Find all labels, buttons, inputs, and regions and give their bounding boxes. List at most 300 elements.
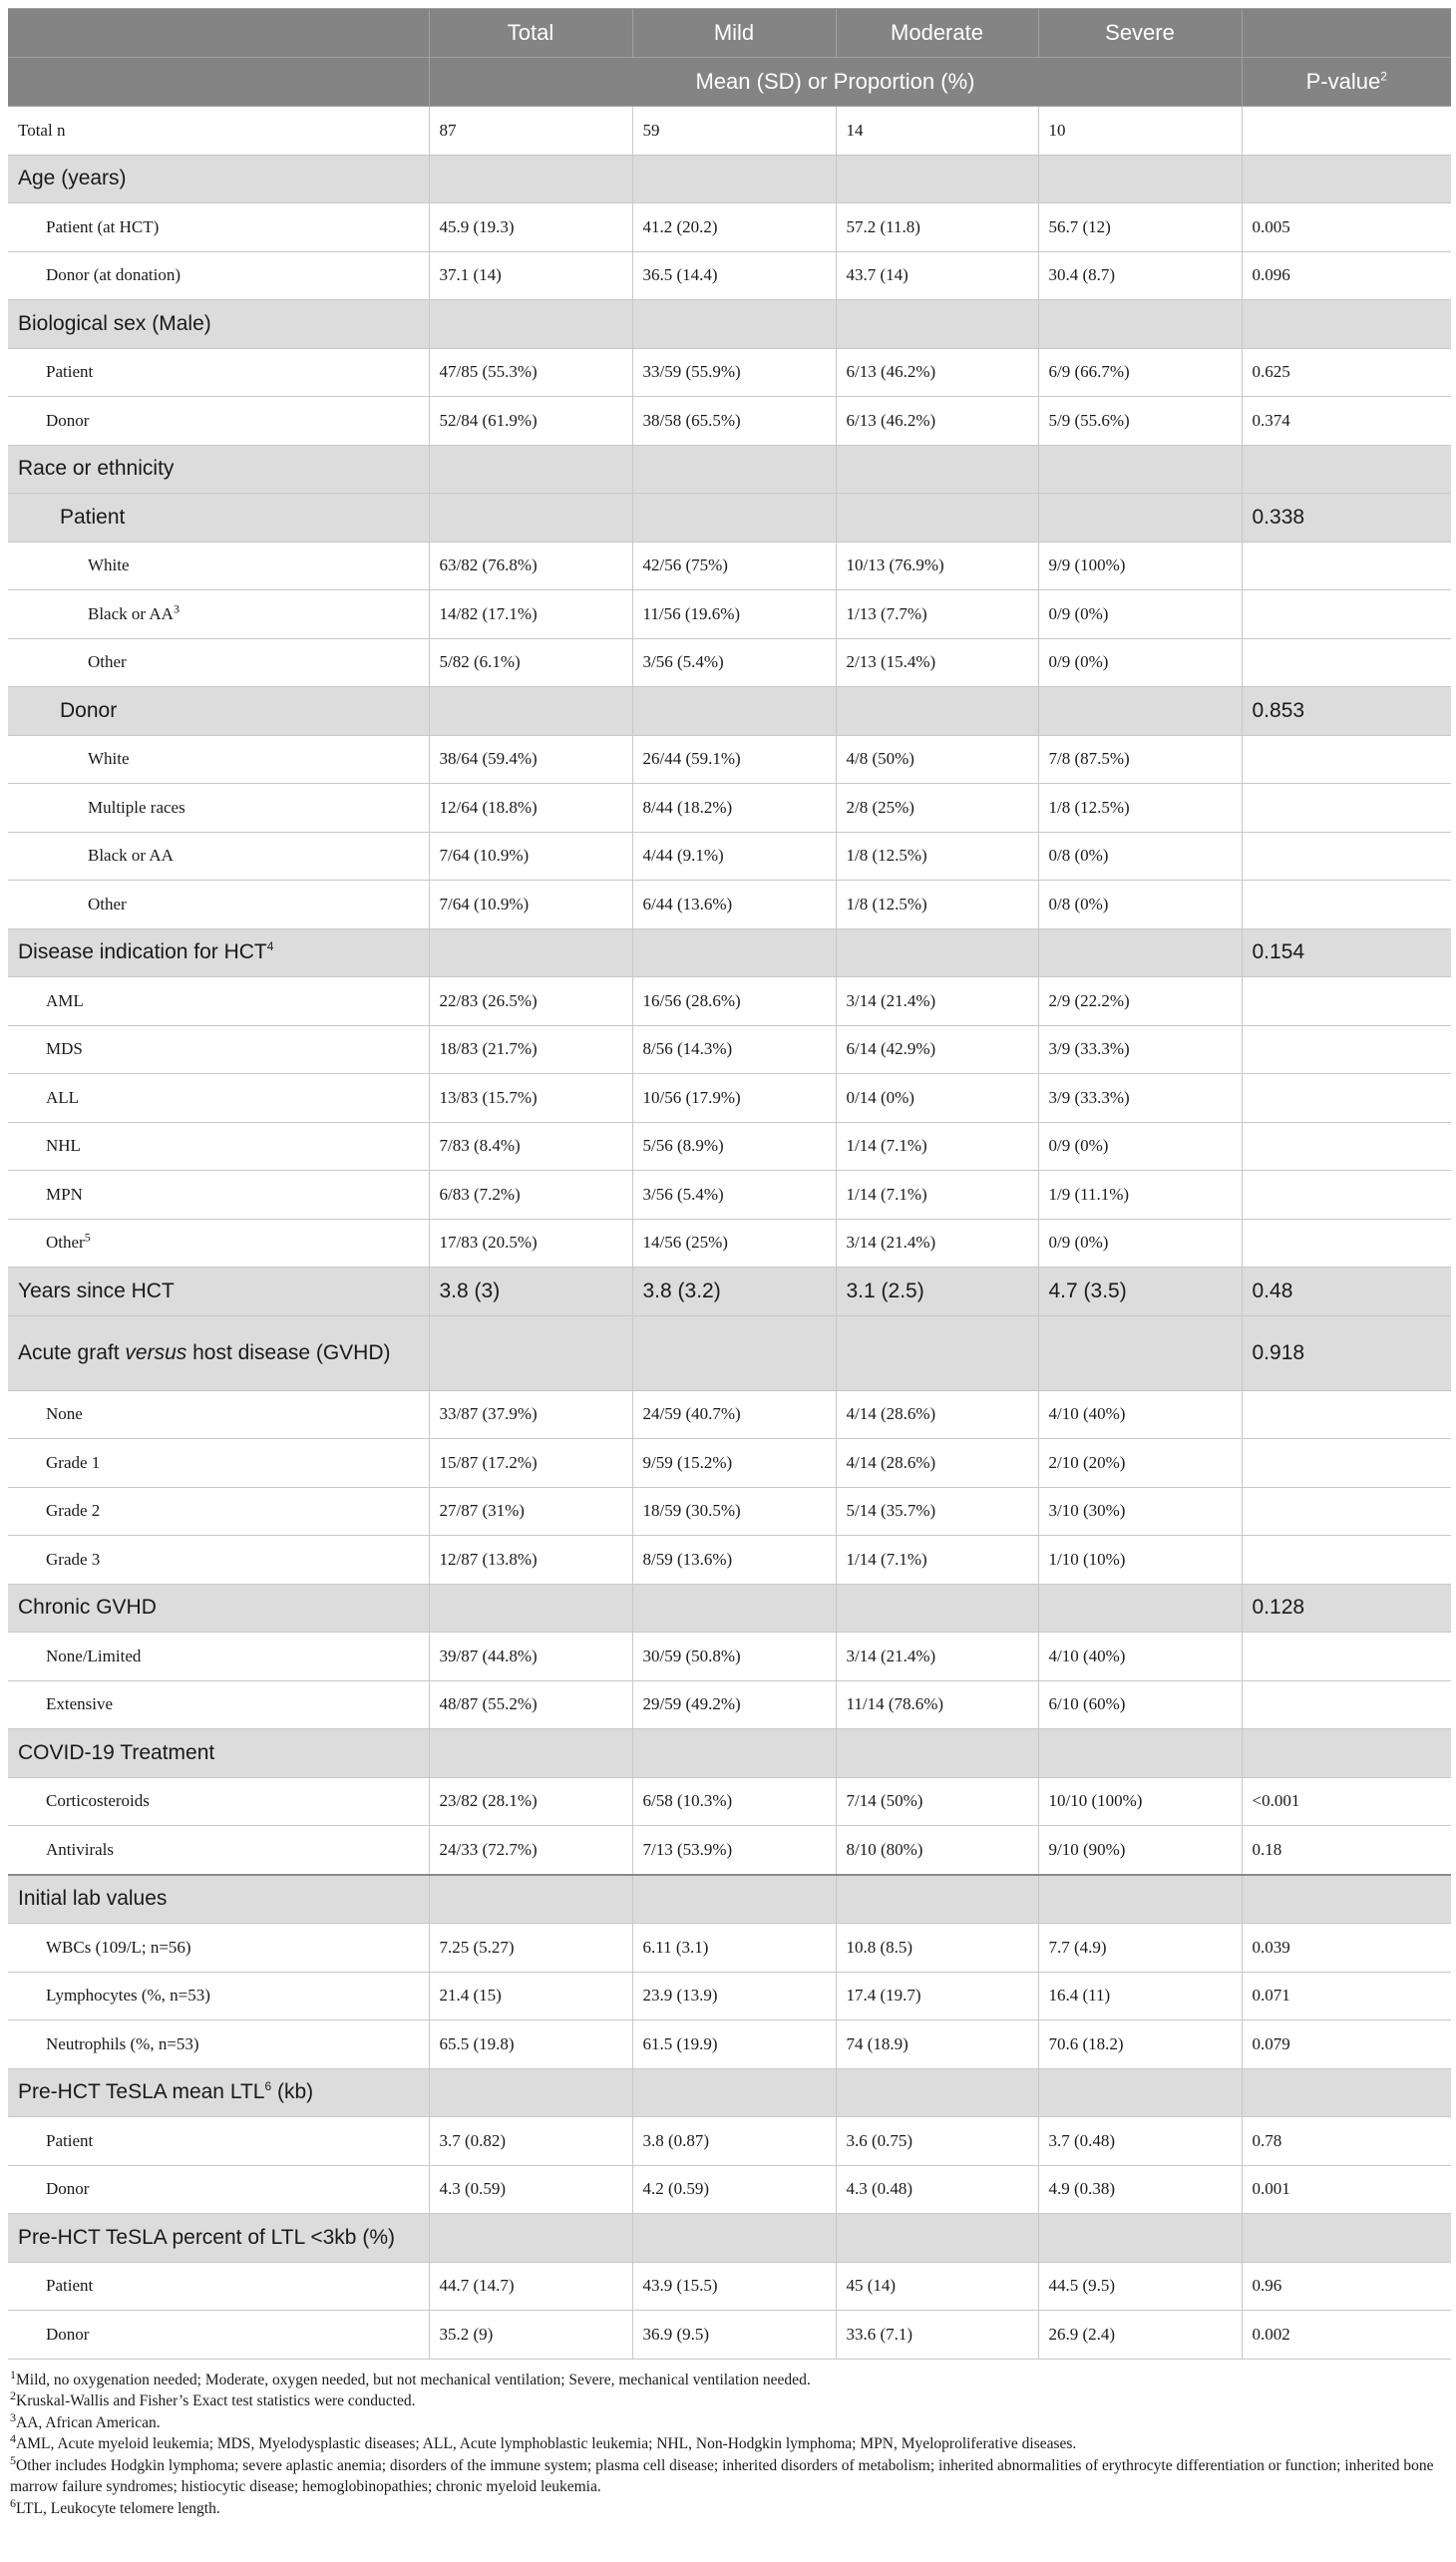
value-cell: 0/9 (0%) [1038,1122,1242,1171]
value-cell: 5/14 (35.7%) [836,1487,1038,1536]
empty-cell [1038,2068,1242,2117]
table-row [8,638,1451,687]
empty-cell [429,155,632,203]
section-row [8,1875,1451,1924]
p-value-cell [1242,1025,1451,1074]
value-cell: 44.5 (9.5) [1038,2262,1242,2311]
row-label-text: Donor [46,410,90,430]
row-label [8,2068,429,2117]
section-row [8,1315,1451,1390]
value-cell: 16.4 (11) [1038,1972,1242,2020]
p-value-cell: 0.128 [1242,1584,1451,1633]
empty-cell [429,1315,632,1390]
section-row [8,928,1451,977]
empty-cell [1038,1729,1242,1778]
row-label-text: host disease (GVHD) [186,1340,391,1364]
value-cell: 22/83 (26.5%) [429,977,632,1026]
table-row [8,107,1451,156]
row-label-text: Donor [46,2179,90,2199]
pvalue-header: P-value$^2$ [1242,58,1451,107]
empty-cell [429,1875,632,1924]
table-row [8,1487,1451,1536]
empty-cell [632,445,836,494]
p-value-cell: 0.18 [1242,1826,1451,1875]
footnote-text: Kruskal-Wallis and Fisher’s Exact test statistics were conducted. [16,2392,416,2409]
empty-cell [632,687,836,736]
value-cell: 0/8 (0%) [1038,881,1242,929]
empty-cell [429,687,632,736]
subsection-row [8,494,1451,543]
value-cell: 4.2 (0.59) [632,2165,836,2214]
value-cell: 43.7 (14) [836,251,1038,300]
value-cell: 48/87 (55.2%) [429,1680,632,1729]
value-cell: 7.25 (5.27) [429,1924,632,1973]
row-label-text: Neutrophils (%, n=53) [46,2033,199,2053]
value-cell: 9/59 (15.2%) [632,1439,836,1488]
row-label [8,1487,429,1536]
value-cell: 5/82 (6.1%) [429,638,632,687]
table-row [8,735,1451,784]
row-label-text: Patient [46,2130,94,2150]
section-row [8,1584,1451,1633]
header-blank [8,9,429,58]
row-label-text: Patient [46,362,94,382]
row-label [8,881,429,929]
empty-cell [632,1875,836,1924]
value-cell: 36.9 (9.5) [632,2311,836,2360]
value-cell: 1/9 (11.1%) [1038,1171,1242,1220]
p-value-cell: 0.005 [1242,203,1451,252]
value-cell: 3/14 (21.4%) [836,977,1038,1026]
empty-cell [632,155,836,203]
row-label-italic: versus [125,1340,187,1364]
value-cell: 10.8 (8.5) [836,1924,1038,1973]
value-cell: 57.2 (11.8) [836,203,1038,252]
p-value-cell: 0.338 [1242,494,1451,543]
header-blank-p [1242,9,1451,58]
empty-cell [1038,687,1242,736]
empty-cell [632,1584,836,1633]
footnote-number: 1 [10,2367,16,2381]
value-cell: 7/83 (8.4%) [429,1122,632,1171]
value-cell: 3/9 (33.3%) [1038,1074,1242,1123]
table-row [8,784,1451,833]
p-value-cell [1242,1390,1451,1439]
value-cell: 4.9 (0.38) [1038,2165,1242,2214]
row-label-text: Black or AA [88,846,174,866]
value-cell: 3.7 (0.48) [1038,2117,1242,2166]
value-cell: 18/59 (30.5%) [632,1487,836,1536]
value-cell: 1/13 (7.7%) [836,590,1038,639]
table-row [8,2117,1451,2166]
value-cell: 4/10 (40%) [1038,1633,1242,1681]
section-row [8,445,1451,494]
value-cell: 11/56 (19.6%) [632,590,836,639]
value-cell: 18/83 (21.7%) [429,1025,632,1074]
row-label-text: None/Limited [46,1646,142,1665]
table-row [8,977,1451,1026]
p-value-cell: 0.918 [1242,1315,1451,1390]
p-value-cell: 0.096 [1242,251,1451,300]
table-row [8,1826,1451,1875]
row-label-text: MPN [46,1184,83,1204]
value-cell: 17/83 (20.5%) [429,1219,632,1268]
value-cell: 1/14 (7.1%) [836,1171,1038,1220]
row-label-text: (kb) [271,2080,314,2104]
table-row [8,397,1451,446]
table-row [8,542,1451,590]
table-row [8,1025,1451,1074]
row-label [8,2214,429,2263]
row-label [8,1171,429,1220]
p-value-cell: 0.071 [1242,1972,1451,2020]
row-label [8,397,429,446]
value-cell: 1/8 (12.5%) [836,832,1038,881]
p-value-cell [1242,735,1451,784]
empty-cell [836,1875,1038,1924]
value-cell: 36.5 (14.4) [632,251,836,300]
row-label [8,2020,429,2069]
footnote-number: 5 [10,2452,16,2467]
empty-cell [1242,155,1451,203]
empty-cell [429,1584,632,1633]
value-cell: 14 [836,107,1038,156]
value-cell: 74 (18.9) [836,2020,1038,2069]
p-value-cell: 0.001 [1242,2165,1451,2214]
row-label-text: Grade 1 [46,1452,101,1472]
p-value-cell: 0.002 [1242,2311,1451,2360]
p-value-cell [1242,784,1451,833]
value-cell: 3/14 (21.4%) [836,1219,1038,1268]
empty-cell [836,1584,1038,1633]
row-label [8,348,429,397]
row-label [8,542,429,590]
row-label [8,1439,429,1488]
value-cell: 3/56 (5.4%) [632,1171,836,1220]
value-cell: 8/56 (14.3%) [632,1025,836,1074]
value-cell: 37.1 (14) [429,251,632,300]
empty-cell [429,1729,632,1778]
value-cell: 5/9 (55.6%) [1038,397,1242,446]
col-moderate: Moderate [836,9,1038,58]
value-cell: 7/64 (10.9%) [429,832,632,881]
table-row [8,348,1451,397]
empty-cell [1038,445,1242,494]
value-cell: 30.4 (8.7) [1038,251,1242,300]
value-cell: 39/87 (44.8%) [429,1633,632,1681]
value-cell: 6/14 (42.9%) [836,1025,1038,1074]
row-label-text: White [88,749,130,769]
row-label-text: None [46,1404,83,1424]
value-cell: 4.7 (3.5) [1038,1268,1242,1316]
empty-cell [1242,1875,1451,1924]
row-label [8,1633,429,1681]
footnote-number: 3 [10,2409,16,2424]
row-label-text: Lymphocytes (%, n=53) [46,1986,210,2006]
row-label [8,1729,429,1778]
value-cell: 41.2 (20.2) [632,203,836,252]
p-value-cell [1242,542,1451,590]
row-label [8,1972,429,2020]
row-label-text: Donor [60,698,118,722]
value-cell: 0/9 (0%) [1038,1219,1242,1268]
value-cell: 63/82 (76.8%) [429,542,632,590]
empty-cell [632,1729,836,1778]
row-label-text: Pre-HCT TeSLA mean LTL [18,2080,265,2104]
table-row [8,1390,1451,1439]
row-label [8,590,429,639]
empty-cell [836,1315,1038,1390]
empty-cell [836,1729,1038,1778]
p-value-cell [1242,1122,1451,1171]
row-label-text: MDS [46,1039,83,1059]
subheader-blank [8,58,429,107]
row-label [8,107,429,156]
table-row [8,251,1451,300]
empty-cell [429,300,632,349]
p-value-cell: 0.039 [1242,1924,1451,1973]
row-label-text: AML [46,990,84,1010]
row-label-text: Pre-HCT TeSLA percent of LTL <3kb (%) [18,2225,395,2249]
value-cell: 10/56 (17.9%) [632,1074,836,1123]
empty-cell [1038,155,1242,203]
empty-cell [836,445,1038,494]
value-cell: 16/56 (28.6%) [632,977,836,1026]
value-cell: 7/14 (50%) [836,1777,1038,1826]
value-cell: 14/56 (25%) [632,1219,836,1268]
row-label-text: Patient [60,505,126,529]
table-row [8,2165,1451,2214]
value-cell: 3/56 (5.4%) [632,638,836,687]
p-value-cell [1242,1680,1451,1729]
row-label [8,735,429,784]
row-label [8,832,429,881]
value-cell: 6/10 (60%) [1038,1680,1242,1729]
value-cell: 26.9 (2.4) [1038,2311,1242,2360]
value-cell: 10/10 (100%) [1038,1777,1242,1826]
value-cell: 0/9 (0%) [1038,590,1242,639]
row-label-text: ALL [46,1087,80,1107]
footnote-number: 4 [10,2430,16,2445]
row-label-text: Corticosteroids [46,1791,150,1811]
value-cell: 56.7 (12) [1038,203,1242,252]
row-label [8,1584,429,1633]
row-label-text: Other [88,652,127,672]
empty-cell [836,155,1038,203]
empty-cell [429,445,632,494]
col-total: Total [429,9,632,58]
value-cell: 3.7 (0.82) [429,2117,632,2166]
row-label [8,1680,429,1729]
row-label [8,1268,429,1316]
empty-cell [429,928,632,977]
table-row [8,2020,1451,2069]
empty-cell [632,494,836,543]
row-label [8,1025,429,1074]
value-cell: 7/8 (87.5%) [1038,735,1242,784]
p-value-cell [1242,977,1451,1026]
row-label [8,300,429,349]
value-cell: 6/13 (46.2%) [836,397,1038,446]
value-cell: 14/82 (17.1%) [429,590,632,639]
p-value-cell [1242,832,1451,881]
footnote [10,2430,1451,2455]
row-label [8,2262,429,2311]
table-row [8,1924,1451,1973]
footnote-text: AML, Acute myeloid leukemia; MDS, Myelodysplastic diseases; ALL, Acute lymphoblastic leukemia; NHL, Non-Hodgkin lymphoma; MPN, Myeloproliferative diseases. [16,2435,1077,2452]
value-cell: 9/9 (100%) [1038,542,1242,590]
value-cell: 6/58 (10.3%) [632,1777,836,1826]
value-cell: 87 [429,107,632,156]
row-label-text: Extensive [46,1694,114,1714]
value-cell: 8/59 (13.6%) [632,1536,836,1585]
subheader-row [8,58,1451,107]
row-label [8,1536,429,1585]
footnote [10,2409,1451,2434]
value-cell: 59 [632,107,836,156]
row-label [8,1315,429,1390]
empty-cell [632,300,836,349]
row-label [8,1924,429,1973]
p-value-cell: 0.96 [1242,2262,1451,2311]
row-label-text: Years since HCT [18,1279,175,1302]
footnote-text: AA, African American. [16,2413,161,2431]
p-value-cell: 0.78 [1242,2117,1451,2166]
value-cell: 6.11 (3.1) [632,1924,836,1973]
table-row [8,1219,1451,1268]
empty-cell [1038,1315,1242,1390]
empty-cell [632,2214,836,2263]
value-cell: 29/59 (49.2%) [632,1680,836,1729]
empty-cell [632,1315,836,1390]
value-cell: 6/9 (66.7%) [1038,348,1242,397]
row-label [8,1826,429,1875]
p-value-cell: 0.154 [1242,928,1451,977]
empty-cell [429,2214,632,2263]
footnote-text: Mild, no oxygenation needed; Moderate, oxygen needed, but not mechanical ventilation; Severe, mechanical ventilation needed. [16,2371,811,2388]
section-row [8,155,1451,203]
footnote-number: 2 [10,2387,16,2402]
value-cell: 44.7 (14.7) [429,2262,632,2311]
row-label [8,1074,429,1123]
value-cell: 33.6 (7.1) [836,2311,1038,2360]
value-cell: 1/8 (12.5%) [1038,784,1242,833]
value-cell: 6/83 (7.2%) [429,1171,632,1220]
value-cell: 4/14 (28.6%) [836,1439,1038,1488]
table-row [8,2311,1451,2360]
table-row [8,881,1451,929]
value-cell: 4/44 (9.1%) [632,832,836,881]
empty-cell [632,2068,836,2117]
empty-cell [1242,2068,1451,2117]
row-label-text: Initial lab values [18,1887,168,1911]
value-cell: 35.2 (9) [429,2311,632,2360]
empty-cell [1038,2214,1242,2263]
empty-cell [1038,1875,1242,1924]
value-cell: 6/44 (13.6%) [632,881,836,929]
empty-cell [1038,928,1242,977]
value-cell: 3.8 (3.2) [632,1268,836,1316]
row-label-text: Race or ethnicity [18,457,175,481]
p-value-cell [1242,1219,1451,1268]
value-cell: 9/10 (90%) [1038,1826,1242,1875]
row-label [8,155,429,203]
value-cell: 2/8 (25%) [836,784,1038,833]
row-label [8,1875,429,1924]
value-cell: 42/56 (75%) [632,542,836,590]
value-cell: 38/64 (59.4%) [429,735,632,784]
row-label-text: NHL [46,1136,81,1156]
empty-cell [1242,300,1451,349]
row-label [8,1390,429,1439]
value-cell: 61.5 (19.9) [632,2020,836,2069]
subheader-label: Mean (SD) or Proportion (%) [429,58,1242,107]
empty-cell [836,928,1038,977]
row-label-text: Other [46,1233,85,1253]
value-cell: 4.3 (0.48) [836,2165,1038,2214]
empty-cell [836,300,1038,349]
value-cell: 3.8 (3) [429,1268,632,1316]
row-label-text: Grade 3 [46,1549,101,1569]
value-cell: 2/10 (20%) [1038,1439,1242,1488]
row-label-text: Total n [18,120,66,140]
footnote-marker: 3 [173,601,180,616]
row-label-text: Chronic GVHD [18,1596,157,1620]
section-row [8,1729,1451,1778]
row-label [8,2117,429,2166]
value-cell: 3/9 (33.3%) [1038,1025,1242,1074]
row-label [8,1122,429,1171]
table-row [8,1122,1451,1171]
value-cell: 43.9 (15.5) [632,2262,836,2311]
empty-cell [632,928,836,977]
row-label-text: Multiple races [88,797,185,817]
value-cell: 8/44 (18.2%) [632,784,836,833]
footnote [10,2452,1451,2498]
p-value-cell [1242,881,1451,929]
table-row [8,1972,1451,2020]
row-label [8,1777,429,1826]
empty-cell [836,2214,1038,2263]
p-value-cell: 0.48 [1242,1268,1451,1316]
value-cell: 3.1 (2.5) [836,1268,1038,1316]
value-cell: 1/14 (7.1%) [836,1122,1038,1171]
value-cell: 45 (14) [836,2262,1038,2311]
row-label [8,687,429,736]
row-label-text: Black or AA [88,603,174,623]
table-row [8,1536,1451,1585]
value-cell: 3.6 (0.75) [836,2117,1038,2166]
value-cell: 2/13 (15.4%) [836,638,1038,687]
section-row [8,2068,1451,2117]
value-cell: 4/10 (40%) [1038,1390,1242,1439]
p-value-cell [1242,590,1451,639]
row-label [8,445,429,494]
section-row [8,1268,1451,1316]
row-label [8,638,429,687]
p-value-cell: 0.625 [1242,348,1451,397]
footnote [10,2367,1451,2391]
value-cell: 2/9 (22.2%) [1038,977,1242,1026]
value-cell: 47/85 (55.3%) [429,348,632,397]
table-row [8,203,1451,252]
value-cell: 23.9 (13.9) [632,1972,836,2020]
footnote [10,2495,1451,2520]
row-label [8,2165,429,2214]
subsection-row [8,687,1451,736]
empty-cell [836,2068,1038,2117]
row-label-text: Biological sex (Male) [18,311,211,335]
